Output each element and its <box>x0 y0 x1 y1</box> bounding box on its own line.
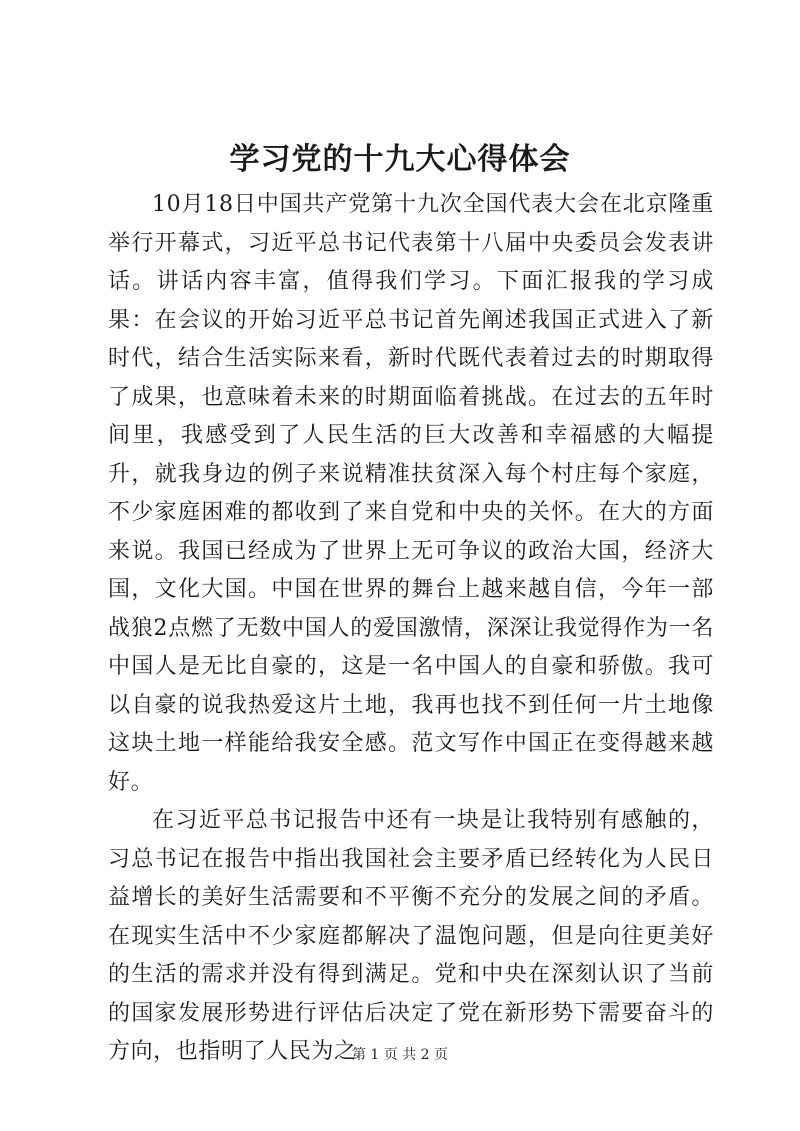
paragraph-1: 10月18日中国共产党第十九次全国代表大会在北京隆重举行开幕式，习近平总书记代表第十八届中央委员会发表讲话。讲话内容丰富，值得我们学习。下面汇报我的学习成果：在会议的开始习近平总书记首先阐述我国正式进入了新时代，结合生活实际来看，新时代既代表着过去的时期取得了成果，也意味着未来的时期面临着挑战。在过去的五年时间里，我感受到了人民生活的巨大改善和幸福感的大幅提升，就我身边的例子来说精准扶贫深入每个村庄每个家庭，不少家庭困难的都收到了来自党和中央的关怀。在大的方面来说。我国已经成为了世界上无可争议的政治大国，经济大国，文化大国。中国在世界的舞台上越来越自信，今年一部战狼2点燃了无数中国人的爱国激情，深深让我觉得作为一名中国人是无比自豪的，这是一名中国人的自豪和骄傲。我可以自豪的说我热爱这片土地，我再也找不到任何一片土地像这块土地一样能给我安全感。范文写作中国正在变得越来越好。 <box>108 192 714 795</box>
page-footer: 第 1 页 共 2 页 <box>351 1047 449 1063</box>
document-body <box>108 186 714 1072</box>
paragraph-2: 在习近平总书记报告中还有一块是让我特别有感触的，习总书记在报告中指出我国社会主要矛盾已经转化为人民日益增长的美好生活需要和不平衡不充分的发展之间的矛盾。在现实生活中不少家庭都解决了温饱问题，但是向往更美好的生活的需求并没有得到满足。党和中央在深刻认识了当前的国家发展形势进行评估后决定了党在新形势下需要奋斗的方向，也指明了人民为之 <box>108 808 714 1064</box>
document-title: 学习党的十九大心得体会 <box>229 142 571 177</box>
